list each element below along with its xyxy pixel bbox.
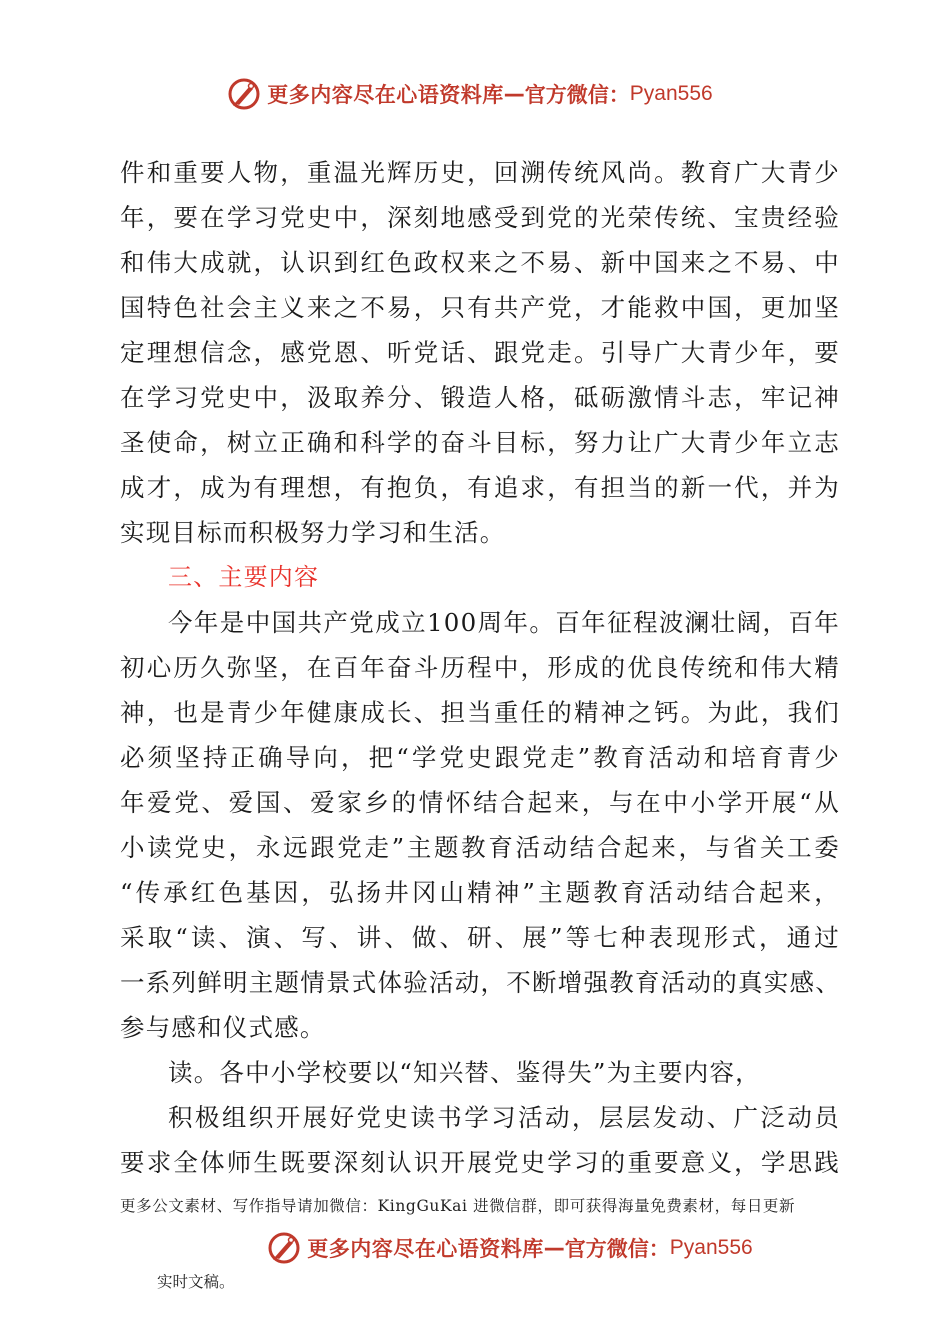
text-line: 要求全体师生既要深刻认识开展党史学习的重要意义，学思践 — [120, 1148, 840, 1177]
banner-wechat-label: 官方微信： — [524, 83, 630, 107]
pen-logo-icon — [227, 77, 261, 111]
text-line: 和伟大成就，认识到红色政权来之不易、新中国来之不易、中 — [120, 248, 840, 277]
text-line: 国特色社会主义来之不易，只有共产党，才能救中国，更加坚 — [120, 293, 840, 322]
text-line: 一系列鲜明主题情景式体验活动，不断增强教育活动的真实感、 — [120, 968, 840, 997]
banner-separator: — — [503, 82, 525, 106]
text-line: 参与感和仪式感。 — [120, 1013, 326, 1042]
text-line: 必须坚持正确导向，把“学党史跟党走”教育活动和培育青少 — [120, 743, 840, 772]
banner-wechat-label: 官方微信： — [564, 1237, 670, 1261]
text-line: 定理想信念，感党恩、听党话、跟党走。引导广大青少年，要 — [120, 338, 840, 367]
banner-title: 更多内容尽在心语资料库 — [307, 1237, 544, 1261]
section-heading: 三、主要内容 — [168, 563, 320, 591]
footer-tail: 实时文稿。 — [157, 1273, 235, 1291]
text-line: 采取“读、演、写、讲、做、研、展”等七种表现形式，通过 — [120, 923, 840, 952]
text-line: 今年是中国共产党成立100周年。百年征程波澜壮阔，百年 — [168, 608, 840, 637]
banner-title: 更多内容尽在心语资料库 — [267, 83, 504, 107]
banner-wechat-id: Pyan556 — [629, 82, 713, 105]
text-line: 年，要在学习党史中，深刻地感受到党的光荣传统、宝贵经验 — [120, 203, 840, 232]
banner-wechat-id: Pyan556 — [669, 1236, 753, 1259]
text-line: 在学习党史中，汲取养分、锻造人格，砥砺激情斗志，牢记神 — [120, 383, 840, 412]
text-line: 神，也是青少年健康成长、担当重任的精神之钙。为此，我们 — [120, 698, 840, 727]
pen-logo-icon — [267, 1231, 301, 1265]
document-body — [120, 150, 840, 1185]
text-line: 成才，成为有理想，有抱负，有追求，有担当的新一代，并为 — [120, 473, 840, 502]
text-line: 件和重要人物，重温光辉历史，回溯传统风尚。教育广大青少 — [120, 158, 840, 187]
header-banner — [0, 74, 945, 114]
footer-banner — [35, 1228, 950, 1268]
text-line: 年爱党、爱国、爱家乡的情怀结合起来，与在中小学开展“从 — [120, 788, 840, 817]
footer-note: 更多公文素材、写作指导请加微信：KingGuKai 进微信群，即可获得海量免费素材，每日更新 — [120, 1197, 796, 1215]
text-line: 初心历久弥坚，在百年奋斗历程中，形成的优良传统和伟大精 — [120, 653, 840, 682]
text-line: 小读党史，永远跟党走”主题教育活动结合起来，与省关工委 — [120, 833, 840, 862]
text-line: 积极组织开展好党史读书学习活动，层层发动、广泛动员 — [168, 1103, 840, 1132]
text-line: “传承红色基因，弘扬井冈山精神”主题教育活动结合起来， — [120, 878, 840, 907]
banner-separator: — — [543, 1236, 565, 1260]
text-line: 读。各中小学校要以“知兴替、鉴得失”为主要内容， — [168, 1058, 761, 1087]
text-line: 圣使命，树立正确和科学的奋斗目标，努力让广大青少年立志 — [120, 428, 840, 457]
text-line: 实现目标而积极努力学习和生活。 — [120, 518, 506, 547]
